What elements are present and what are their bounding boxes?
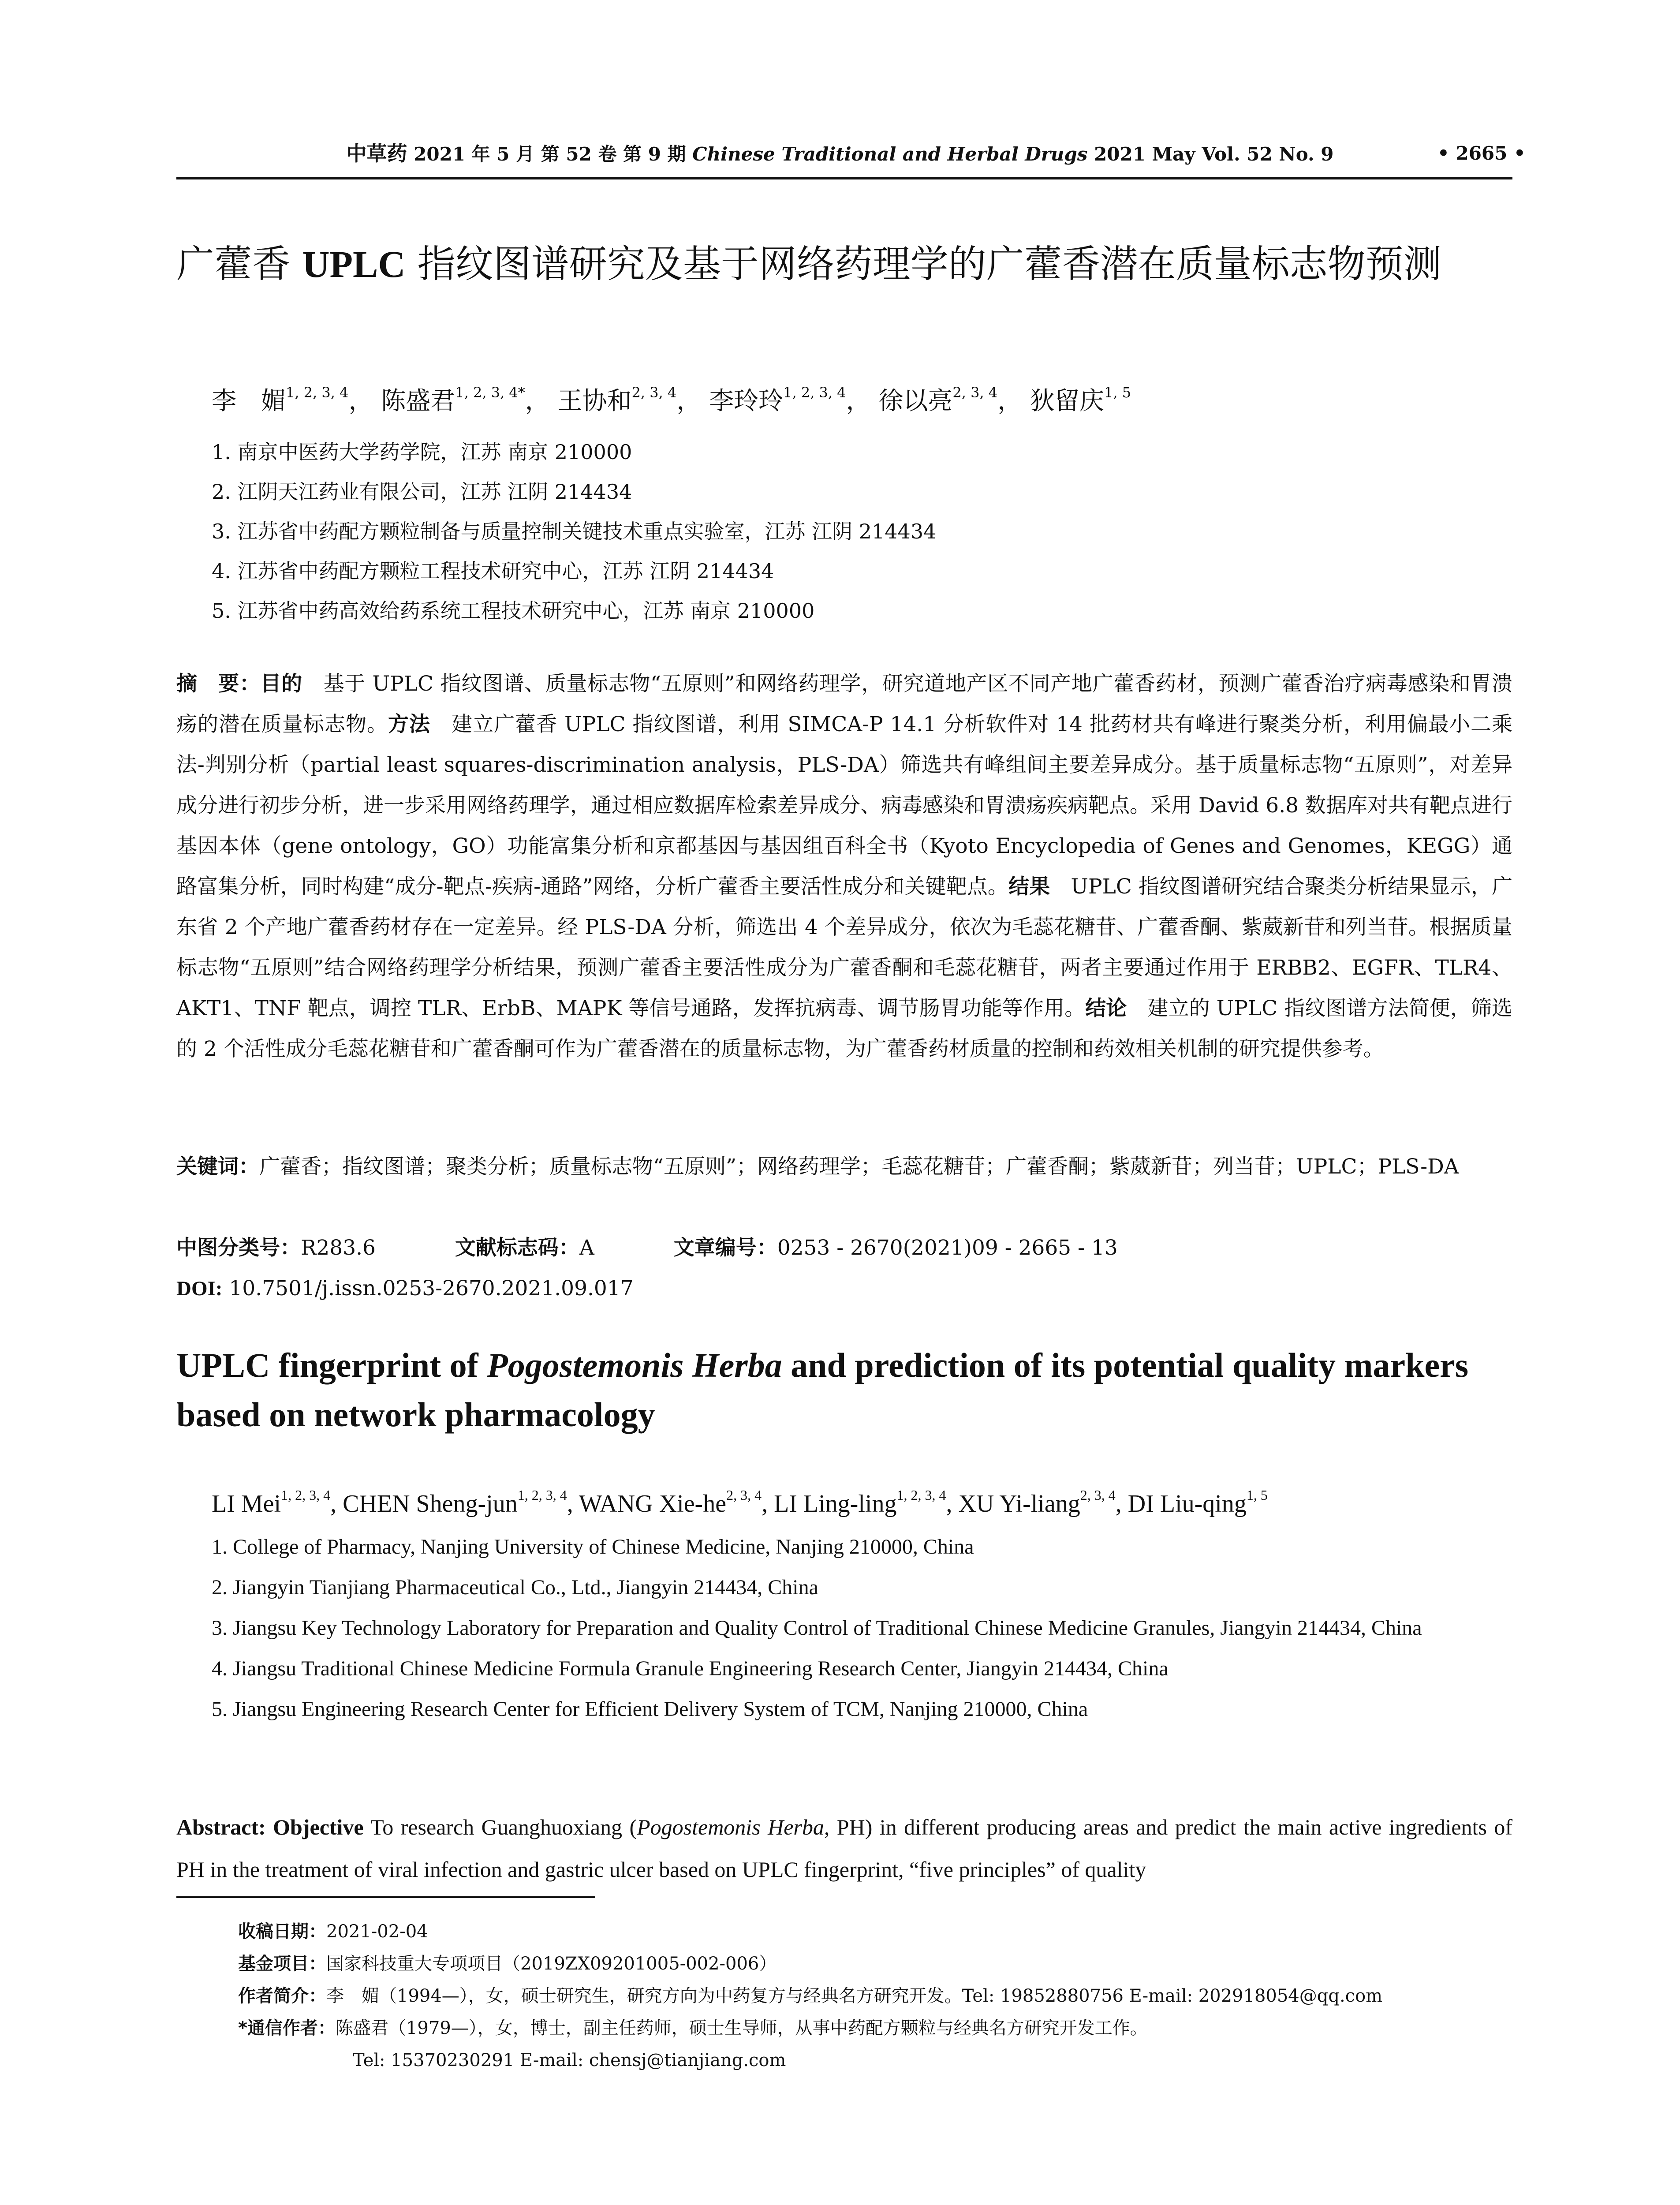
- clc-value: R283.6: [301, 1236, 376, 1260]
- affiliation-cn: 1. 南京中医药大学药学院，江苏 南京 210000: [212, 440, 632, 464]
- affiliation-cn: 4. 江苏省中药配方颗粒工程技术研究中心，江苏 江阴 214434: [212, 559, 774, 583]
- result-label: 结果: [1008, 875, 1050, 899]
- affiliation-en: 4. Jiangsu Traditional Chinese Medicine Formula Granule Engineering Research Center, Jiangyin 214434, China: [212, 1657, 1169, 1680]
- author-cn: 徐以亮$^{2, 3, 4}$，: [878, 384, 1023, 415]
- title-cn-part2: UPLC: [302, 243, 406, 285]
- affiliations-en: [212, 1527, 1512, 1730]
- article-number-label: 文章编号：: [673, 1236, 777, 1260]
- affiliations-cn: [212, 432, 1512, 631]
- doi-label: DOI:: [176, 1277, 223, 1300]
- method-label: 方法: [388, 712, 431, 736]
- author-cn: 王协和$^{2, 3, 4}$，: [557, 384, 702, 415]
- title-cn-part3: 指纹图谱研究及基于网络药理学的广藿香潜在质量标志物预测: [405, 242, 1441, 286]
- affiliation-en: 3. Jiangsu Key Technology Laboratory for Preparation and Quality Control of Traditional Chinese Medicine Granules, Jiangyin 214434, China: [212, 1616, 1422, 1640]
- abstract-cn-label: 摘 要：: [176, 672, 261, 696]
- doi-value[interactable]: 10.7501/j.issn.0253-2670.2021.09.017: [222, 1276, 634, 1301]
- abstract-en-text1: To research Guanghuoxiang (: [363, 1815, 637, 1839]
- author-en: DI Liu-qing$^{1, 5}$: [1127, 1487, 1268, 1517]
- bio-value: 李 媚（1994—），女，硕士研究生，研究方向为中药复方与经典名方研究开发。Tel: 19852880756 E-mail: 202918054@qq.com: [326, 1986, 1383, 2006]
- author-en: CHEN Sheng-jun$^{1, 2, 3, 4}$,: [343, 1487, 579, 1517]
- journal-name-en: Chinese Traditional and Herbal Drugs: [692, 143, 1088, 165]
- corr-value: 陈盛君（1979—），女，博士，副主任药师，硕士生导师，从事中药配方颗粒与经典名方研究开发工作。: [335, 2018, 1148, 2038]
- fund-value: 国家科技重大专项项目（2019ZX09201005-002-006）: [326, 1954, 777, 1974]
- authors-cn: [212, 384, 1131, 419]
- author-en: XU Yi-liang$^{2, 3, 4}$,: [958, 1487, 1128, 1517]
- doc-code-label: 文献标志码：: [455, 1236, 579, 1260]
- affiliation-cn: 2. 江阴天江药业有限公司，江苏 江阴 214434: [212, 480, 632, 504]
- running-header: [0, 140, 1680, 168]
- received-value: 2021-02-04: [326, 1921, 428, 1942]
- author-cn: 李 媚$^{1, 2, 3, 4}$，: [212, 384, 373, 415]
- footnote-rule: [176, 1896, 595, 1898]
- abstract-en: [176, 1806, 1512, 1891]
- title-en-part2: and prediction of its potential quality markers based on network pharmacology: [176, 1346, 1469, 1434]
- keywords-text: 广藿香；指纹图谱；聚类分析；质量标志物“五原则”；网络药理学；毛蕊花糖苷；广藿香酮；紫葳新苷；列当苷；UPLC；PLS-DA: [259, 1155, 1459, 1179]
- title-en: [176, 1341, 1512, 1439]
- author-en: LI Mei$^{1, 2, 3, 4}$,: [212, 1487, 343, 1517]
- authors-en: [212, 1486, 1268, 1521]
- bio-label: 作者简介：: [238, 1986, 326, 2006]
- keywords-cn: [176, 1147, 1512, 1187]
- journal-name-cn: 中草药: [346, 142, 407, 165]
- result-text: UPLC 指纹图谱研究结合聚类分析结果显示，广东省 2 个产地广藿香药材存在一定差异。经 PLS-DA 分析，筛选出 4 个差异成分，依次为毛蕊花糖苷、广藿香酮、紫葳新苷和列当苷。根据质量标志物“五原则”结合网络药理学分析结果，预测广藿香主要活性成分为广藿香酮和毛蕊花糖苷，两者主要通过作用于 ERBB2、EGFR、TLR4、AKT1、TNF 靶点，调控 TLR、ErbB、MAPK 等信号通路，发挥抗病毒、调节肠胃功能等作用。: [176, 875, 1512, 1020]
- author-en: WANG Xie-he$^{2, 3, 4}$,: [579, 1487, 774, 1517]
- header-rule: [176, 177, 1512, 179]
- title-cn: [176, 238, 1512, 290]
- footnote-corresponding: [238, 2013, 1512, 2044]
- title-en-italic: Pogostemonis Herba: [487, 1346, 782, 1384]
- affiliation-en: 5. Jiangsu Engineering Research Center for Efficient Delivery System of TCM, Nanjing 210000, China: [212, 1697, 1088, 1721]
- affiliation-cn: 3. 江苏省中药配方颗粒制备与质量控制关键技术重点实验室，江苏 江阴 214434: [212, 519, 937, 543]
- objective-label: 目的: [260, 672, 302, 696]
- abstract-en-text2: , PH) in different producing areas and predict the main active ingredients of PH in the treatment of viral infection and gastric ulcer based on UPLC fingerprint, “five principles” of quality: [176, 1815, 1512, 1882]
- conclusion-text: 建立的 UPLC 指纹图谱方法简便，筛选的 2 个活性成分毛蕊花糖苷和广藿香酮可作为广藿香潜在的质量标志物，为广藿香药材质量的控制和药效相关机制的研究提供参考。: [176, 996, 1513, 1061]
- footnote-fund: [238, 1948, 1512, 1979]
- title-cn-part1: 广藿香: [176, 242, 302, 286]
- author-en: LI Ling-ling$^{1, 2, 3, 4}$,: [774, 1487, 959, 1517]
- fund-label: 基金项目：: [238, 1954, 326, 1974]
- doc-code-value: A: [579, 1236, 594, 1260]
- affiliation-cn: 5. 江苏省中药高效给药系统工程技术研究中心，江苏 南京 210000: [212, 599, 815, 623]
- author-cn: 李玲玲$^{1, 2, 3, 4}$，: [709, 384, 871, 415]
- method-text: 建立广藿香 UPLC 指纹图谱，利用 SIMCA-P 14.1 分析软件对 14 批药材共有峰进行聚类分析，利用偏最小二乘法-判别分析（partial least squares-discrimination analysis，PLS-DA）筛选共有峰组间主要差异成分。基于质量标志物“五原则”，对差异成分进行初步分析，进一步采用网络药理学，通过相应数据库检索差异成分、病毒感染和胃溃疡疾病靶点。采用 David 6.8 数据库对共有靶点进行基因本体（gene ontology，GO）功能富集分析和京都基因与基因组百科全书（Kyoto Encyclopedia of Genes and Genomes，KEGG）通路富集分析，同时构建“成分-靶点-疾病-通路”网络，分析广藿香主要活性成分和关键靶点。: [176, 712, 1512, 899]
- objective-text: 基于 UPLC 指纹图谱、质量标志物“五原则”和网络药理学，研究道地产区不同产地广藿香药材，预测广藿香治疗病毒感染和胃溃疡的潜在质量标志物。: [176, 672, 1512, 736]
- issue-en: 2021 May Vol. 52 No. 9: [1094, 143, 1334, 165]
- conclusion-label: 结论: [1085, 996, 1127, 1020]
- footnote-author-bio: [238, 1981, 1512, 2011]
- page-number: • 2665 •: [1437, 142, 1526, 164]
- affiliation-en: 2. Jiangyin Tianjiang Pharmaceutical Co., Ltd., Jiangyin 214434, China: [212, 1576, 818, 1599]
- clc-label: 中图分类号：: [176, 1236, 301, 1260]
- footnote-received: [238, 1916, 1512, 1947]
- abstract-en-italic: Pogostemonis Herba: [637, 1815, 824, 1839]
- footnote-corresponding-contact: Tel: 15370230291 E-mail: chensj@tianjiang.com: [353, 2050, 786, 2070]
- affiliation-en: 1. College of Pharmacy, Nanjing University of Chinese Medicine, Nanjing 210000, China: [212, 1535, 974, 1558]
- title-en-part1: UPLC fingerprint of: [176, 1346, 487, 1384]
- issue-cn: 2021 年 5 月 第 52 卷 第 9 期: [414, 143, 686, 165]
- classification-line: [176, 1228, 1118, 1268]
- abstract-en-label: Abstract: Objective: [176, 1815, 364, 1839]
- keywords-label: 关键词：: [176, 1155, 259, 1179]
- author-cn: 陈盛君$^{1, 2, 3, 4*}$，: [381, 384, 550, 415]
- author-cn: 狄留庆$^{1, 5}$: [1030, 384, 1131, 415]
- received-label: 收稿日期：: [238, 1921, 326, 1942]
- article-number-value: 0253 - 2670(2021)09 - 2665 - 13: [777, 1236, 1118, 1260]
- abstract-cn: [176, 664, 1512, 1069]
- corr-label: *通信作者：: [238, 2018, 336, 2038]
- doi-line: [176, 1268, 634, 1309]
